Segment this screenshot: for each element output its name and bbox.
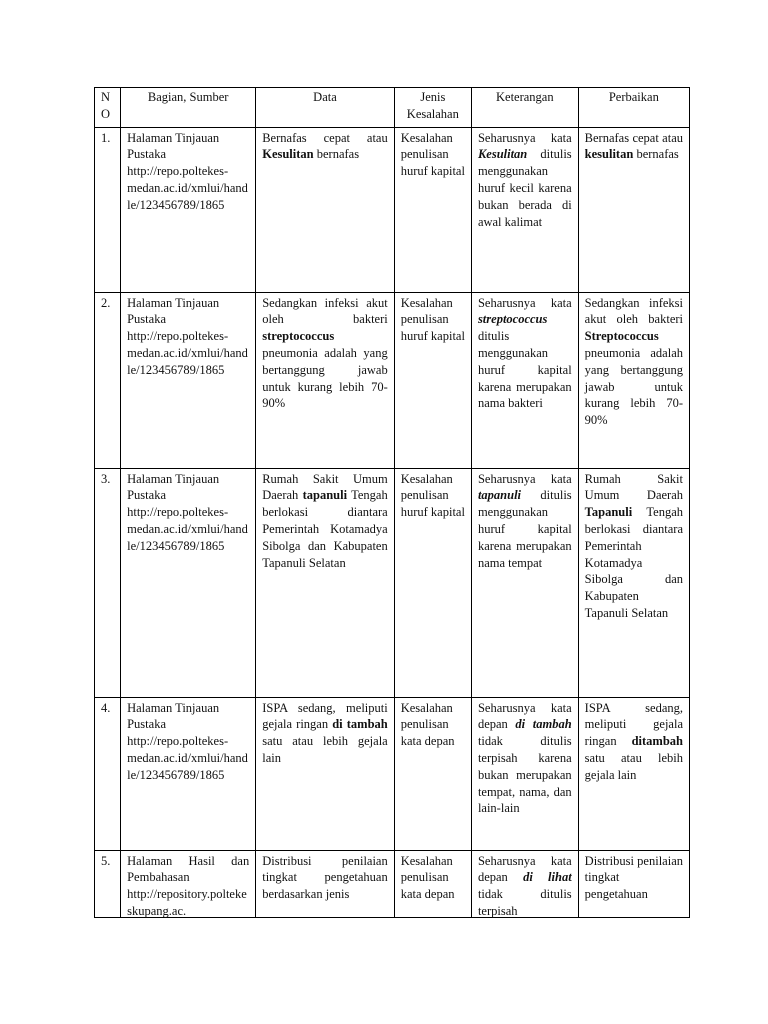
cell-data: Bernafas cepat atau Kesulitan bernafas	[256, 127, 395, 292]
header-bagian-sumber: Bagian, Sumber	[121, 88, 256, 128]
cell-no: 5.	[95, 850, 121, 917]
cell-jenis-kesalahan: Kesalahan penulisan huruf kapital	[394, 127, 471, 292]
cell-perbaikan: Bernafas cepat atau kesulitan bernafas	[578, 127, 689, 292]
cell-jenis-kesalahan	[394, 850, 471, 917]
cell-bagian-sumber	[121, 850, 256, 917]
highlighted-word: Kesulitan	[477, 147, 528, 162]
cell-keterangan: Seharusnya kata tapanuli ditulis menggunakan huruf kapital karena merupakan nama tempat	[471, 468, 578, 697]
table-row	[95, 468, 690, 697]
cell-perbaikan	[578, 850, 689, 917]
table-header-row	[95, 88, 690, 128]
cell-no: 1.	[95, 127, 121, 292]
highlighted-word: kesulitan	[584, 147, 634, 162]
cell-no: 3.	[95, 468, 121, 697]
cell-perbaikan: ISPA sedang, meliputi gejala ringan ditambah satu atau lebih gejala lain	[578, 697, 689, 850]
cell-jenis-kesalahan: Kesalahan penulisan huruf kapital	[394, 292, 471, 468]
table-row	[95, 850, 690, 917]
highlighted-word: streptococcus	[262, 329, 335, 344]
cell-no: 4.	[95, 697, 121, 850]
cell-bagian-sumber-text: Halaman Hasil dan Pembahasan http://repository.poltekeskupang.ac.	[127, 853, 250, 918]
table-row	[95, 127, 690, 292]
cell-bagian-sumber: Halaman Tinjauan Pustaka http://repo.poltekes-medan.ac.id/xmlui/handle/123456789/1865	[121, 127, 256, 292]
highlighted-word: ditambah	[631, 734, 683, 749]
cell-perbaikan: Rumah Sakit Umum Daerah Tapanuli Tengah berlokasi diantara Pemerintah Kotamadya Sibolga dan Kabupaten Tapanuli Selatan	[578, 468, 689, 697]
highlighted-word: di tambah	[332, 717, 388, 732]
cell-data-text: Distribusi penilaian tingkat pengetahuan berdasarkan jenis	[262, 853, 388, 902]
header-no: NO	[95, 88, 121, 128]
highlighted-word: tapanuli	[477, 488, 522, 503]
cell-jenis-kesalahan: Kesalahan penulisan huruf kapital	[394, 468, 471, 697]
error-analysis-table	[94, 87, 690, 918]
table-row	[95, 292, 690, 468]
cell-keterangan-text: Seharusnya kata depan di lihat tidak ditulis terpisah	[477, 853, 572, 918]
cell-data: Sedangkan infeksi akut oleh bakteri streptococcus pneumonia adalah yang bertanggung jawab untuk kurang lebih 70-90%	[256, 292, 395, 468]
highlighted-word: di tambah	[515, 717, 572, 732]
cell-perbaikan: Sedangkan infeksi akut oleh bakteri Streptococcus pneumonia adalah yang bertanggung jawab untuk kurang lebih 70-90%	[578, 292, 689, 468]
header-data: Data	[256, 88, 395, 128]
cell-keterangan: Seharusnya kata streptococcus ditulis menggunakan huruf kapital karena merupakan nama bakteri	[471, 292, 578, 468]
header-jenis-kesalahan: Jenis Kesalahan	[394, 88, 471, 128]
table-row	[95, 697, 690, 850]
cell-bagian-sumber: Halaman Tinjauan Pustaka http://repo.poltekes-medan.ac.id/xmlui/handle/123456789/1865	[121, 697, 256, 850]
cell-no: 2.	[95, 292, 121, 468]
cell-jenis-kesalahan-text: Kesalahan penulisan kata depan	[400, 853, 455, 902]
cell-keterangan: Seharusnya kata depan di tambah tidak ditulis terpisah karena bukan merupakan tempat, nama, dan lain-lain	[471, 697, 578, 850]
cell-keterangan: Seharusnya kata Kesulitan ditulis menggunakan huruf kecil karena bukan berada di awal kalimat	[471, 127, 578, 292]
highlighted-word: Kesulitan	[262, 147, 314, 162]
cell-data	[256, 850, 395, 917]
cell-keterangan	[471, 850, 578, 917]
cell-bagian-sumber: Halaman Tinjauan Pustaka http://repo.poltekes-medan.ac.id/xmlui/handle/123456789/1865	[121, 292, 256, 468]
cell-perbaikan-text: Distribusi penilaian tingkat pengetahuan	[584, 853, 683, 902]
highlighted-word: Tapanuli	[584, 505, 633, 520]
header-perbaikan: Perbaikan	[578, 88, 689, 128]
cell-data: Rumah Sakit Umum Daerah tapanuli Tengah berlokasi diantara Pemerintah Kotamadya Sibolga dan Kabupaten Tapanuli Selatan	[256, 468, 395, 697]
cell-data: ISPA sedang, meliputi gejala ringan di tambah satu atau lebih gejala lain	[256, 697, 395, 850]
cell-bagian-sumber: Halaman Tinjauan Pustaka http://repo.poltekes-medan.ac.id/xmlui/handle/123456789/1865	[121, 468, 256, 697]
cell-jenis-kesalahan: Kesalahan penulisan kata depan	[394, 697, 471, 850]
highlighted-word: di lihat	[523, 870, 572, 885]
header-keterangan: Keterangan	[471, 88, 578, 128]
highlighted-word: Streptococcus	[584, 329, 659, 344]
highlighted-word: streptococcus	[477, 312, 548, 327]
highlighted-word: tapanuli	[302, 488, 348, 503]
